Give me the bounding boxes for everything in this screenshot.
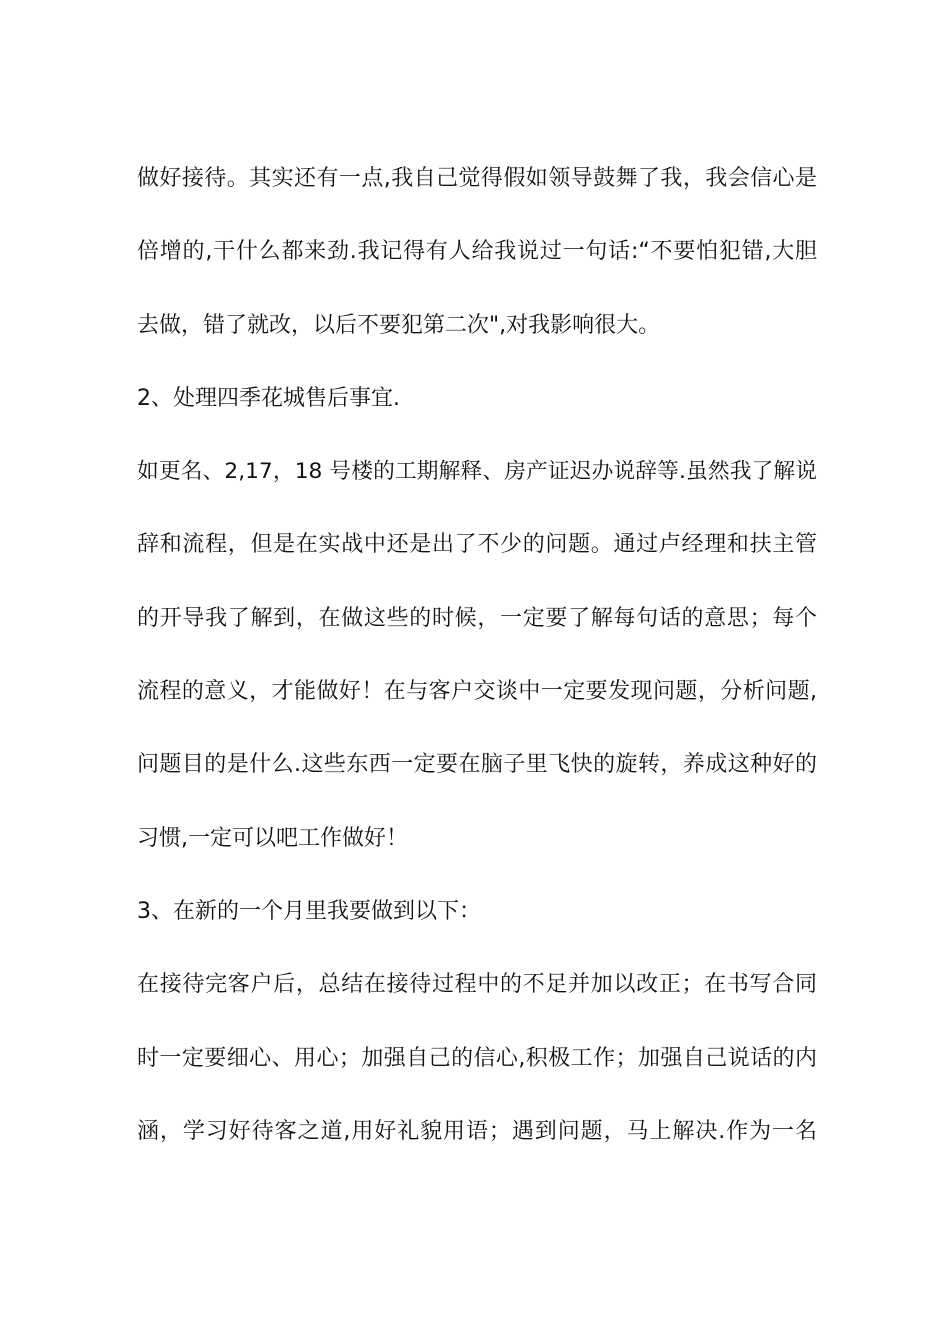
text-line-13: 时一定要细心、用心；加强自己的信心,积极工作；加强自己说话的内 [137,1045,817,1071]
text-line-12: 在接待完客户后，总结在接待过程中的不足并加以改正；在书写合同 [137,972,817,998]
text-line-8: 流程的意义，才能做好！在与客户交谈中一定要发现问题，分析问题, [137,679,817,705]
text-line-1: 做好接待。其实还有一点,我自己觉得假如领导鼓舞了我，我会信心是 [137,166,817,191]
text-line-6: 辞和流程，但是在实战中还是出了不少的问题。通过卢经理和扶主管 [137,532,817,558]
document-body [137,142,817,1168]
text-line-14: 涵，学习好待客之道,用好礼貌用语；遇到问题，马上解决.作为一名 [137,1118,817,1144]
text-line-7: 的开导我了解到，在做这些的时候，一定要了解每句话的意思；每个 [137,605,817,631]
text-line-10: 习惯,一定可以吧工作做好！ [137,825,408,851]
section-heading-3: 3、在新的一个月里我要做到以下： [137,898,481,924]
text-line-9: 问题目的是什么.这些东西一定要在脑子里飞快的旋转，养成这种好的 [137,752,817,778]
text-line-2: 倍增的,干什么都来劲.我记得有人给我说过一句话:“不要怕犯错,大胆 [137,239,817,265]
text-line-3: 去做，错了就改，以后不要犯第二次",对我影响很大。 [137,312,661,338]
section-heading-2: 2、处理四季花城售后事宜. [137,385,400,411]
text-line-5: 如更名、2,17，18 号楼的工期解释、房产证迟办说辞等.虽然我了解说 [137,459,817,485]
